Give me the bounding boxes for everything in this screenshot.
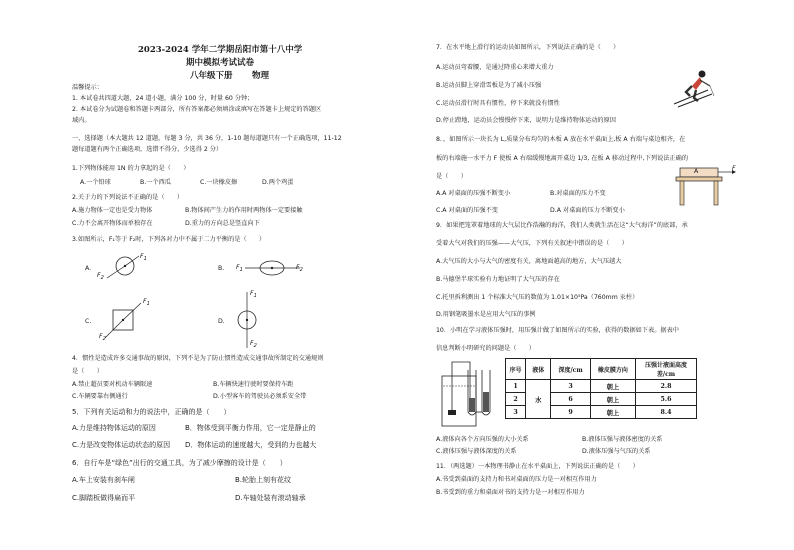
notice-line: 1. 本试卷共四道大题，24 道小题，满分 100 分，时量 60 分钟； (72, 95, 254, 102)
option-a: A.A 对桌面的压强不断变小 (436, 190, 511, 197)
option-d: D.车轴处装有滚动轴承 (235, 494, 306, 502)
option-b: B.对桌面的压力不变 (550, 190, 606, 197)
option-a: A.液体向各个方向压强的大小关系 (436, 436, 529, 443)
force-label-f1: $F_1$ (236, 264, 243, 274)
option-c: C.液体压强与液体深度的关系 (436, 448, 517, 455)
question-stem: 板的右端施一水平力 F 使板 A 右端缓慢地离开桌边 1/3, 在板 A 移动过程中,下列说法正确的 (436, 155, 689, 162)
question-stem: 是（ ） (72, 368, 103, 375)
grade-label: 八年级下册 (190, 71, 233, 81)
section-heading: 一、选择题（本大题共 12 道题，每题 3 分，共 36 分，1-10 题每道题只有一个正确选项，11-12 (72, 135, 342, 142)
option-c: C.车辆要靠右侧通行 (72, 393, 128, 400)
option-b: B.轮胎上刻有花纹 (235, 476, 292, 484)
option-b: B.马德堡半球实验有力地证明了大气压的存在 (436, 276, 560, 283)
figure-label-b: B. (218, 265, 225, 272)
force-label-f2: $F_2$ (99, 333, 106, 343)
question-stem: 8．，如图所示一块长为 L,质量分布均匀的木板 A 放在水平桌面上,板 A 右端与桌边相齐，在 (436, 136, 686, 143)
table-header: 深度/cm (551, 359, 590, 380)
option-d: D.A 对桌面的压力不断变小 (550, 207, 625, 214)
option-d: D.停止蹬地，运动员会慢慢停下来，说明力是维持物体运动的原因 (436, 117, 616, 124)
force-label-f1: $F_1$ (143, 298, 150, 308)
option-b: B.液体压强与液体密度的关系 (582, 436, 663, 443)
question-stem: 10．小明在学习液体压强时，用压强计做了如图所示的实验，获得的数据如下表。据表中 (436, 327, 679, 334)
option-b: B.书受到的重力和桌面对书的支持力是一对相互作用力 (436, 489, 585, 496)
option-c: C.一块橡皮擦 (200, 179, 238, 186)
option-c: C.A 对桌面的压强不变 (436, 207, 498, 214)
figure-label-a: A. (85, 265, 92, 272)
option-b: B.车辆快速行驶时要保持车距 (213, 381, 294, 388)
option-d: D.两个鸡蛋 (262, 179, 294, 186)
question-stem: 是（ ） (436, 173, 467, 180)
option-d: D.用钢笔吸墨水是应用大气压的事例 (436, 311, 536, 318)
table-header: 压强计液面高度差/cm (636, 359, 697, 380)
skier-illustration (672, 66, 717, 111)
option-a: A.车上安装有刹车闸 (72, 476, 135, 484)
question-stem: 6．自行车是“绿色”出行的交通工具，为了减少摩擦的设计是（ ） (72, 459, 287, 467)
option-a: A.运动员弯着腰，是通过降重心来增大重力 (436, 64, 554, 71)
exam-title: 2023-2024 学年二学期岳阳市第十八中学 (138, 45, 303, 55)
option-b: B．物体受到平衡力作用，它一定是静止的 (185, 424, 316, 432)
force-label-f2: $F_2$ (296, 264, 303, 274)
question-stem: 3.如图所示，F₁等于 F₂时，下列各对力中不属于二力平衡的是（ ） (72, 236, 266, 243)
option-c: C.托里拆利测出 1 个标准大气压的数值为 1.01×10⁵Pa（760mm 汞柱） (436, 294, 639, 301)
table-row: 1 水 3 朝上 2.8 (506, 380, 697, 393)
question-stem: 5．下列有关运动和力的说法中，正确的是（ ） (72, 408, 231, 416)
option-c: C.脚踏板做得扁而平 (72, 494, 136, 502)
force-label: F (732, 165, 736, 172)
option-c: C.力是改变物体运动状态的原因 (72, 441, 171, 449)
pressure-gauge-apparatus (438, 358, 498, 430)
question-stem: 信息判断小明研究的问题是（ ） (436, 345, 535, 352)
question-stem: 9．如果把笼罩着地球的大气层比作浩瀚的海洋，我们人类就生活在这“大气海洋”的底部，承 (436, 222, 688, 229)
question-stem: 2.关于力的下列说法不正确的是（ ） (72, 194, 184, 201)
option-a: A.一个铅球 (80, 179, 111, 186)
option-d: D．物体运动的速度越大，受到的力也越大 (185, 441, 317, 449)
option-a: A.力是维持物体运动的原因 (72, 424, 156, 432)
section-heading: 题每道题有两个正确选项，选错不得分，少选得 2 分） (72, 146, 223, 153)
notice-line: 域内。 (72, 117, 91, 124)
data-table (505, 358, 697, 419)
subject-label: 物理 (252, 71, 270, 81)
force-diagram-a (95, 250, 165, 285)
table-header: 液体 (526, 359, 551, 380)
option-a: A.书受到桌面的支持力和书对桌面的压力是一对相互作用力 (436, 476, 597, 483)
plank-label: A (694, 168, 699, 175)
notice-line: 2. 本试卷分为试题卷和答题卡两部分，所有答案都必须填涂或填写在答题卡上规定的答题区 (72, 106, 322, 113)
question-stem: 1.下列物体能用 1N 的力拿起的是（ ） (72, 165, 190, 172)
option-d: D.重力的方向总是竖直向下 (185, 220, 260, 227)
exam-subtitle: 期中模拟考试试卷 (186, 58, 255, 68)
option-d: D.液体压强与气压的关系 (582, 448, 651, 455)
figure-label-d: D. (218, 318, 225, 325)
question-stem: 受着大气对我们的压强——大气压，下列有关叙述中错误的是（ ） (436, 240, 628, 247)
table-row: 2 6 朝上 5.6 (506, 393, 697, 406)
table-header: 序号 (506, 359, 526, 380)
option-b: B.运动员脚上穿滑雪板是为了减小压强 (436, 82, 542, 89)
table-row: 3 9 朝上 8.4 (506, 406, 697, 419)
force-label-f2: $F_2$ (250, 340, 257, 350)
option-b: B.物体间产生力的作用时两物体一定要接触 (185, 207, 303, 214)
table-header: 橡皮膜方向 (590, 359, 635, 380)
force-label-f2: $F_2$ (97, 272, 104, 282)
notice-heading: 温馨提示： (72, 84, 103, 91)
question-stem: 4．惯性是造成许多交通事故的原因，下列不是为了防止惯性造成交通事故所制定的交通规则 (72, 355, 324, 362)
force-label-f1: $F_1$ (140, 253, 147, 263)
option-a: A.大气压的大小与大气的密度有关，离地面越高的地方，大气压越大 (436, 258, 622, 265)
option-a: A.施力物体一定也是受力物体 (72, 207, 153, 214)
option-c: C.运动员滑行时具有惯性，停下来就没有惯性 (436, 100, 560, 107)
option-c: C.力不会离开物体而单独存在 (72, 220, 153, 227)
question-stem: 11．（两选题）一本物理书静止在水平桌面上，下列说法正确的是（ ） (436, 463, 639, 470)
question-stem: 7．在水平地上滑行的运动员如图所示，下列说法正确的是（ ） (436, 44, 620, 51)
force-label-f1: $F_1$ (250, 290, 257, 300)
option-b: B.一个西瓜 (140, 179, 171, 186)
option-d: D.小型客车的驾驶员必须系安全带 (213, 393, 307, 400)
option-a: A.禁止超员要对机动车辆限速 (72, 381, 153, 388)
figure-label-c: C. (85, 318, 92, 325)
